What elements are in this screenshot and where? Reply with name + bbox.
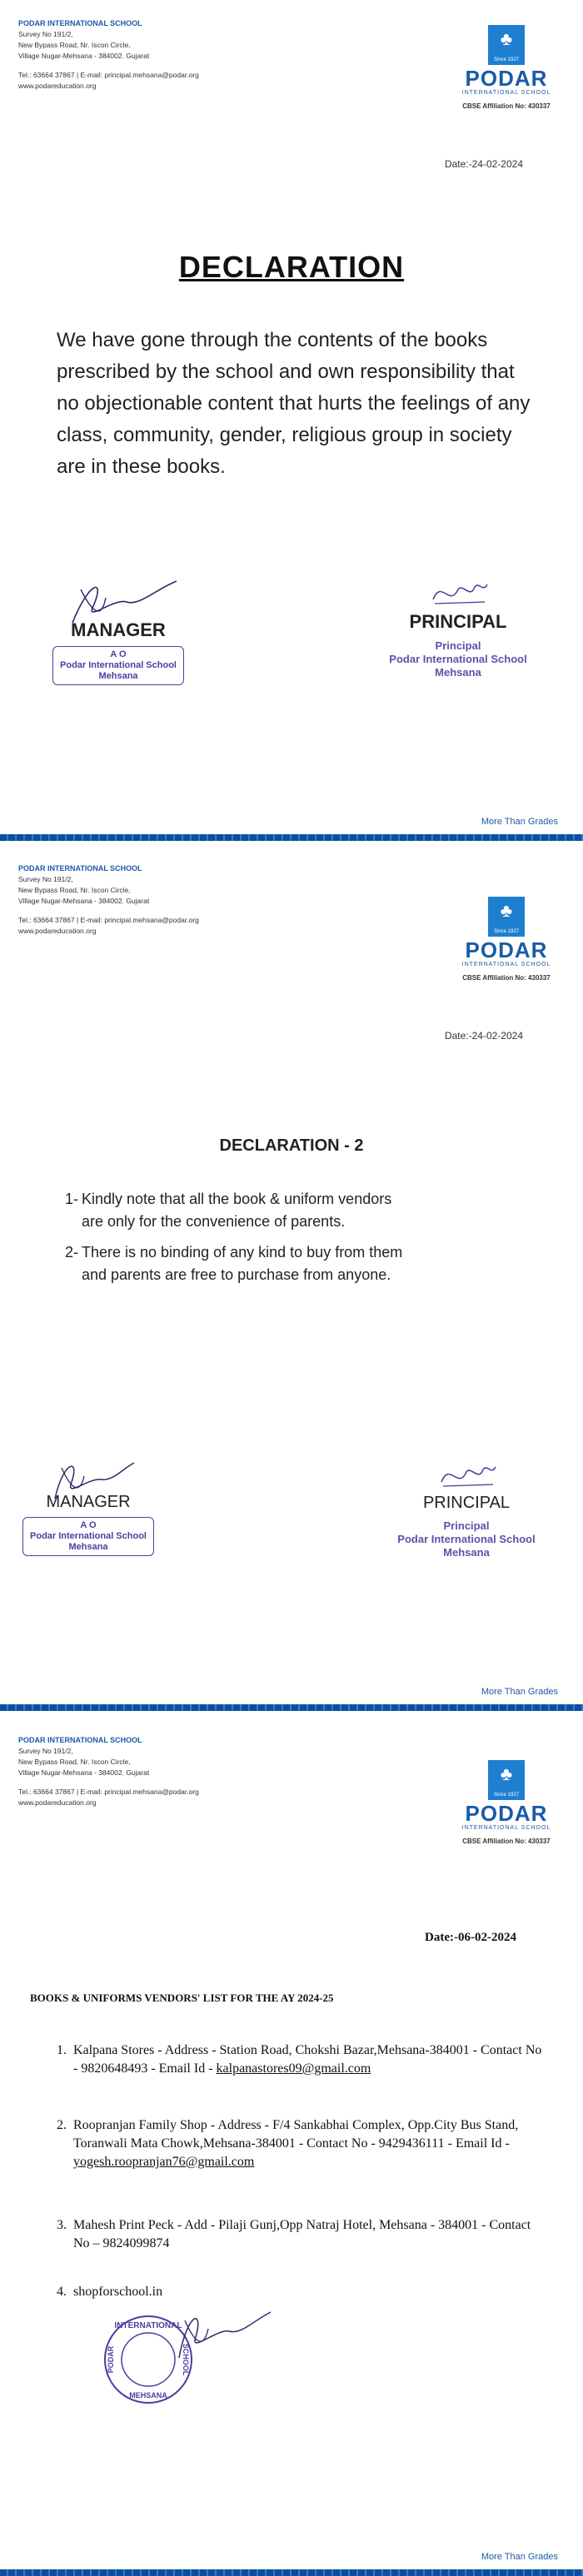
vendors-list-title: BOOKS & UNIFORMS VENDORS' LIST FOR THE AY 2024-25 <box>30 1992 334 2004</box>
address-line: Village Nugar-Mehsana - 384002. Gujarat <box>18 897 150 905</box>
vendor-email-link[interactable]: kalpanastores09@gmail.com <box>216 2061 371 2076</box>
item-text: and parents are free to purchase from anyone. <box>82 1266 391 1283</box>
address-line: Survey No 191/2, <box>18 875 73 883</box>
vendor-number: 2. <box>57 2118 67 2132</box>
vendor-number: 1. <box>57 2043 67 2057</box>
item-text: are only for the convenience of parents. <box>82 1213 346 1230</box>
stamp-line: Podar International School <box>389 653 527 665</box>
stamp-line: Mehsana <box>98 671 138 681</box>
logo-name: PODAR <box>465 937 548 962</box>
stamp-line: Podar International School <box>30 1531 147 1541</box>
stamp-line: A O <box>80 1520 97 1530</box>
website: www.podareducation.org <box>18 1798 97 1807</box>
manager-label: MANAGER <box>46 1493 131 1511</box>
affiliation-number: CBSE Affiliation No: 430337 <box>462 974 551 982</box>
declaration-2-title: DECLARATION - 2 <box>219 1136 364 1155</box>
vendor-number: 4. <box>57 2285 67 2299</box>
school-header <box>18 18 199 92</box>
address-line: Survey No 191/2, <box>18 30 73 38</box>
website: www.podareducation.org <box>18 927 97 935</box>
signature-icon <box>158 2300 275 2366</box>
page-footer <box>0 816 583 841</box>
manager-stamp <box>22 1517 154 1556</box>
document-date: Date:-06-02-2024 <box>425 1931 516 1944</box>
logo-since: Since 1927 <box>493 929 520 934</box>
stamp-text: INTERNATIONAL <box>114 2321 182 2330</box>
address-line: New Bypass Road, Nr. Iscon Circle, <box>18 41 131 49</box>
tree-logo-icon: ♣ Since 1927 <box>488 25 525 65</box>
footer-tagline: More Than Grades <box>481 817 558 827</box>
logo-since: Since 1927 <box>493 57 520 62</box>
stamp-line: Mehsana <box>443 1546 490 1559</box>
manager-label: MANAGER <box>71 619 166 640</box>
item-text: Kindly note that all the book & uniform vendors <box>82 1191 392 1207</box>
footer-bar <box>0 1704 583 1711</box>
stamp-line: Mehsana <box>435 666 481 679</box>
vendor-number: 3. <box>57 2218 67 2232</box>
stamp-line: Principal <box>443 1519 490 1532</box>
stamp-line: Podar International School <box>397 1533 536 1545</box>
school-name: PODAR INTERNATIONAL SCHOOL <box>18 864 142 873</box>
vendor-email-link[interactable]: yogesh.roopranjan76@gmail.com <box>73 2155 255 2169</box>
footer-bar <box>0 2569 583 2576</box>
declaration-body: We have gone through the contents of the books prescribed by the school and own responsibility that no objectionable content that hurts the feelings of any class, community, gender, religious group in society are in these books. <box>57 329 531 478</box>
address-line: Village Nugar-Mehsana - 384002. Gujarat <box>18 52 150 60</box>
affiliation-number: CBSE Affiliation No: 430337 <box>462 1838 551 1845</box>
item-text: There is no binding of any kind to buy from them <box>82 1244 403 1261</box>
stamp-text: PODAR <box>107 2345 115 2374</box>
vendor-text: Roopranjan Family Shop - Address - F/4 Sankabhai Complex, Opp.City Bus Stand, Toranwali Mata Chowk,Mehsana-384001 - Contact No - 9429436111 - Email Id - <box>73 2118 519 2151</box>
page-2 <box>0 845 583 1711</box>
school-logo <box>448 897 565 982</box>
contact-line: Tel.: 63664 37867 | E-mail: principal.mehsana@podar.org <box>18 916 199 924</box>
principal-label: PRINCIPAL <box>409 611 507 632</box>
vendor-text: Mahesh Print Peck - Add - Pilaji Gunj,Opp Natraj Hotel, Mehsana - 384001 - Contact No – 9824099874 <box>73 2218 531 2250</box>
vendor-item <box>57 2216 548 2253</box>
address-line: Village Nugar-Mehsana - 384002. Gujarat <box>18 1768 150 1777</box>
logo-subtitle: INTERNATIONAL SCHOOL <box>461 90 551 96</box>
address-line: New Bypass Road, Nr. Iscon Circle, <box>18 886 131 894</box>
page-footer <box>0 2551 583 2576</box>
stamp-line: Principal <box>435 639 481 652</box>
address-line: New Bypass Road, Nr. Iscon Circle, <box>18 1758 131 1766</box>
item-number: 1- <box>65 1191 79 1207</box>
principal-signature-icon <box>425 574 491 611</box>
footer-tagline: More Than Grades <box>481 2552 558 2562</box>
school-name: PODAR INTERNATIONAL SCHOOL <box>18 19 142 27</box>
school-header <box>18 863 199 937</box>
principal-signature-block <box>366 574 550 679</box>
vendor-text: Kalpana Stores - Address - Station Road, Chokshi Bazar,Mehsana-384001 - Contact No - 9820648493 - Email Id - <box>73 2043 542 2076</box>
vendor-item <box>57 2041 548 2078</box>
manager-signature-block <box>22 1453 155 1556</box>
logo-name: PODAR <box>465 66 548 91</box>
principal-signature-icon <box>433 1457 500 1494</box>
principal-label: PRINCIPAL <box>422 1494 511 1512</box>
declaration-item <box>65 1188 548 1233</box>
tree-logo-icon: ♣ Since 1927 <box>488 897 525 937</box>
logo-subtitle: INTERNATIONAL SCHOOL <box>461 962 551 967</box>
page-footer <box>0 1686 583 1711</box>
vendor-text: shopforschool.in <box>73 2285 163 2299</box>
manager-stamp <box>52 646 184 685</box>
principal-stamp <box>366 639 550 679</box>
page-1 <box>0 0 583 841</box>
address-line: Survey No 191/2, <box>18 1747 73 1755</box>
manager-signature-block <box>52 573 185 685</box>
contact-line: Tel.: 63664 37867 | E-mail: principal.mehsana@podar.org <box>18 1788 199 1796</box>
website: www.podareducation.org <box>18 82 97 90</box>
school-header <box>18 1735 199 1808</box>
vendor-item <box>57 2283 548 2301</box>
page-3 <box>0 1717 583 2576</box>
logo-since: Since 1927 <box>493 1793 520 1798</box>
stamp-line: Podar International School <box>60 660 177 670</box>
logo-subtitle: INTERNATIONAL SCHOOL <box>461 1825 551 1831</box>
school-logo <box>448 25 565 110</box>
school-logo <box>448 1760 565 1845</box>
declaration-title: DECLARATION <box>178 250 405 284</box>
tree-logo-icon: ♣ Since 1927 <box>488 1760 525 1800</box>
principal-signature-block <box>375 1457 558 1559</box>
footer-bar <box>0 834 583 841</box>
affiliation-number: CBSE Affiliation No: 430337 <box>462 102 551 110</box>
contact-line: Tel.: 63664 37867 | E-mail: principal.mehsana@podar.org <box>18 71 199 79</box>
declaration-item <box>65 1241 548 1286</box>
stamp-text: SCHOOL <box>182 2343 190 2376</box>
logo-name: PODAR <box>465 1801 548 1826</box>
stamp-line: A O <box>110 649 127 659</box>
stamp-line: Mehsana <box>68 1542 108 1552</box>
vendor-item <box>57 2116 548 2171</box>
principal-stamp <box>375 1519 558 1559</box>
stamp-text: MEHSANA <box>129 2391 167 2399</box>
item-number: 2- <box>65 1244 79 1261</box>
document-date: Date:-24-02-2024 <box>444 1030 523 1042</box>
footer-tagline: More Than Grades <box>481 1687 558 1697</box>
school-name: PODAR INTERNATIONAL SCHOOL <box>18 1736 142 1744</box>
document-date: Date:-24-02-2024 <box>444 158 523 170</box>
